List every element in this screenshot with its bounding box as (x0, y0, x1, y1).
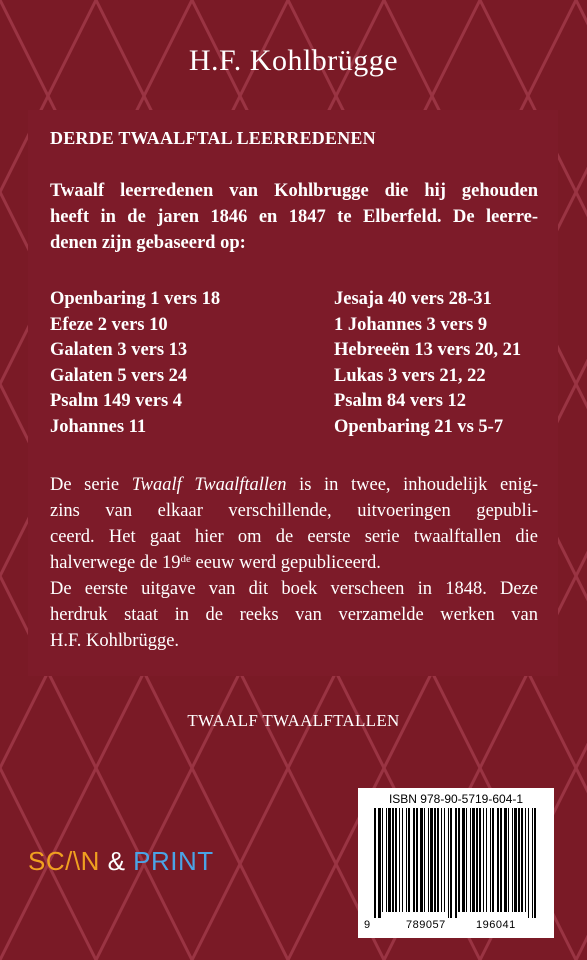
barcode-bar (413, 808, 415, 912)
logo-a-glyph: /\ (65, 846, 81, 876)
reference-item: Openbaring 21 vs 5-7 (334, 416, 504, 437)
references-left-column (50, 287, 220, 440)
description-line: ceerd. Het gaat hier om de eerste serie twaalftallen die (50, 527, 538, 547)
barcode-bar (508, 808, 509, 912)
barcode-bar (448, 808, 449, 918)
barcode-bar (444, 808, 445, 912)
barcode-bar (382, 808, 383, 912)
barcode-bar (424, 808, 425, 912)
barcode-bar (441, 808, 442, 912)
barcode-bars (374, 808, 540, 918)
barcode-digit-first: 9 (364, 919, 371, 931)
description-text: is in twee, inhoudelijk enig- (286, 475, 539, 495)
description-line (50, 550, 538, 576)
barcode-bar (378, 808, 381, 918)
series-description (50, 472, 538, 654)
isbn-number: ISBN 978-90-5719-604-1 (388, 792, 524, 806)
description-line: De eerste uitgave van dit boek verscheen in 1848. Deze (50, 579, 538, 599)
barcode-bar (534, 808, 536, 918)
description-line (50, 472, 538, 498)
barcode-bar (399, 808, 400, 912)
barcode-bar (483, 808, 484, 912)
reference-item: 1 Johannes 3 vers 9 (334, 314, 488, 335)
barcode-bar (408, 808, 410, 912)
barcode-bar (450, 808, 452, 918)
pattern-line (576, 0, 587, 960)
reference-item: Psalm 149 vers 4 (50, 391, 183, 411)
logo-print-text: PRINT (133, 846, 214, 876)
logo-scan-text: SC (28, 846, 66, 876)
barcode-bar (486, 808, 487, 912)
barcode-bar (532, 808, 533, 918)
reference-item: Galaten 3 vers 13 (50, 340, 188, 360)
description-text: De serie (50, 475, 132, 495)
barcode-bar (462, 808, 465, 912)
logo-ampersand: & (99, 846, 134, 876)
barcode-digits-middle: 789057 (406, 919, 446, 931)
intro-paragraph (50, 178, 538, 256)
barcode-bar (430, 808, 433, 912)
intro-line: Twaalf leerredenen van Kohlbrugge die hij gehouden (50, 181, 538, 201)
reference-item: Jesaja 40 vers 28-31 (334, 289, 492, 309)
barcode-bar (528, 808, 529, 918)
reference-item: Galaten 5 vers 24 (50, 365, 188, 386)
barcode-bar (437, 808, 439, 912)
barcode-bar (512, 808, 513, 912)
description-text: eeuw werd gepubliceerd. (190, 553, 381, 573)
description-line: zins van elkaar verschillende, uitvoeringen gepubli- (50, 501, 538, 521)
barcode-bar (479, 808, 481, 912)
reference-item: Psalm 84 vers 12 (334, 391, 467, 411)
description-text: halverwege de 19 (50, 553, 181, 573)
barcode-bar (497, 808, 499, 912)
barcode-bar (472, 808, 475, 912)
barcode-bar (500, 808, 502, 912)
publisher-logo (28, 846, 214, 877)
reference-item: Lukas 3 vers 21, 22 (334, 365, 486, 386)
description-line: H.F. Kohlbrügge. (50, 631, 180, 651)
barcode-bar (518, 808, 520, 912)
barcode-bar (504, 808, 507, 912)
barcode-bar (466, 808, 467, 912)
barcode-bar (514, 808, 517, 912)
intro-line: denen zijn gebaseerd op: (50, 233, 246, 253)
barcode-bar (420, 808, 423, 912)
content-panel (28, 110, 558, 676)
references-right-column (334, 287, 521, 440)
barcode-bar (395, 808, 397, 912)
reference-item: Efeze 2 vers 10 (50, 314, 168, 335)
barcode-bar (374, 808, 376, 918)
reference-item: Openbaring 1 vers 18 (50, 289, 221, 309)
barcode-bar (490, 808, 491, 912)
barcode-bar (458, 808, 460, 912)
pattern-line (576, 0, 587, 960)
intro-line: heeft in de jaren 1846 en 1847 te Elberfeld. De leerre- (50, 207, 538, 227)
barcode-bar (388, 808, 391, 912)
barcode-bar (521, 808, 523, 912)
barcode-digits-end: 196041 (476, 919, 516, 931)
barcode-bar (416, 808, 418, 912)
logo-n-text: N (80, 846, 100, 876)
isbn-barcode-label (358, 788, 554, 938)
reference-item: Hebreeën 13 vers 20, 21 (334, 340, 522, 360)
barcode-bar (402, 808, 403, 912)
barcode-bar (434, 808, 436, 912)
book-subtitle-heading: DERDE TWAALFTAL LEERREDENEN (50, 128, 376, 148)
barcode-bar (455, 808, 457, 918)
barcode-bar (428, 808, 429, 912)
barcode-bar (386, 808, 387, 912)
reference-item: Johannes 11 (50, 416, 147, 437)
series-title-italic: Twaalf Twaalftallen (131, 475, 287, 495)
description-line: herdruk staat in de reeks van verzamelde werken van (50, 605, 538, 625)
author-name: H.F. Kohlbrügge (188, 44, 399, 77)
barcode-bar (492, 808, 494, 912)
series-title: TWAALF TWAALFTALLEN (187, 711, 400, 730)
barcode-bar (406, 808, 407, 912)
barcode-bar (525, 808, 526, 912)
barcode-bar (392, 808, 394, 912)
barcode-bar (470, 808, 471, 912)
ordinal-superscript: de (180, 553, 191, 565)
barcode-bar (476, 808, 478, 912)
